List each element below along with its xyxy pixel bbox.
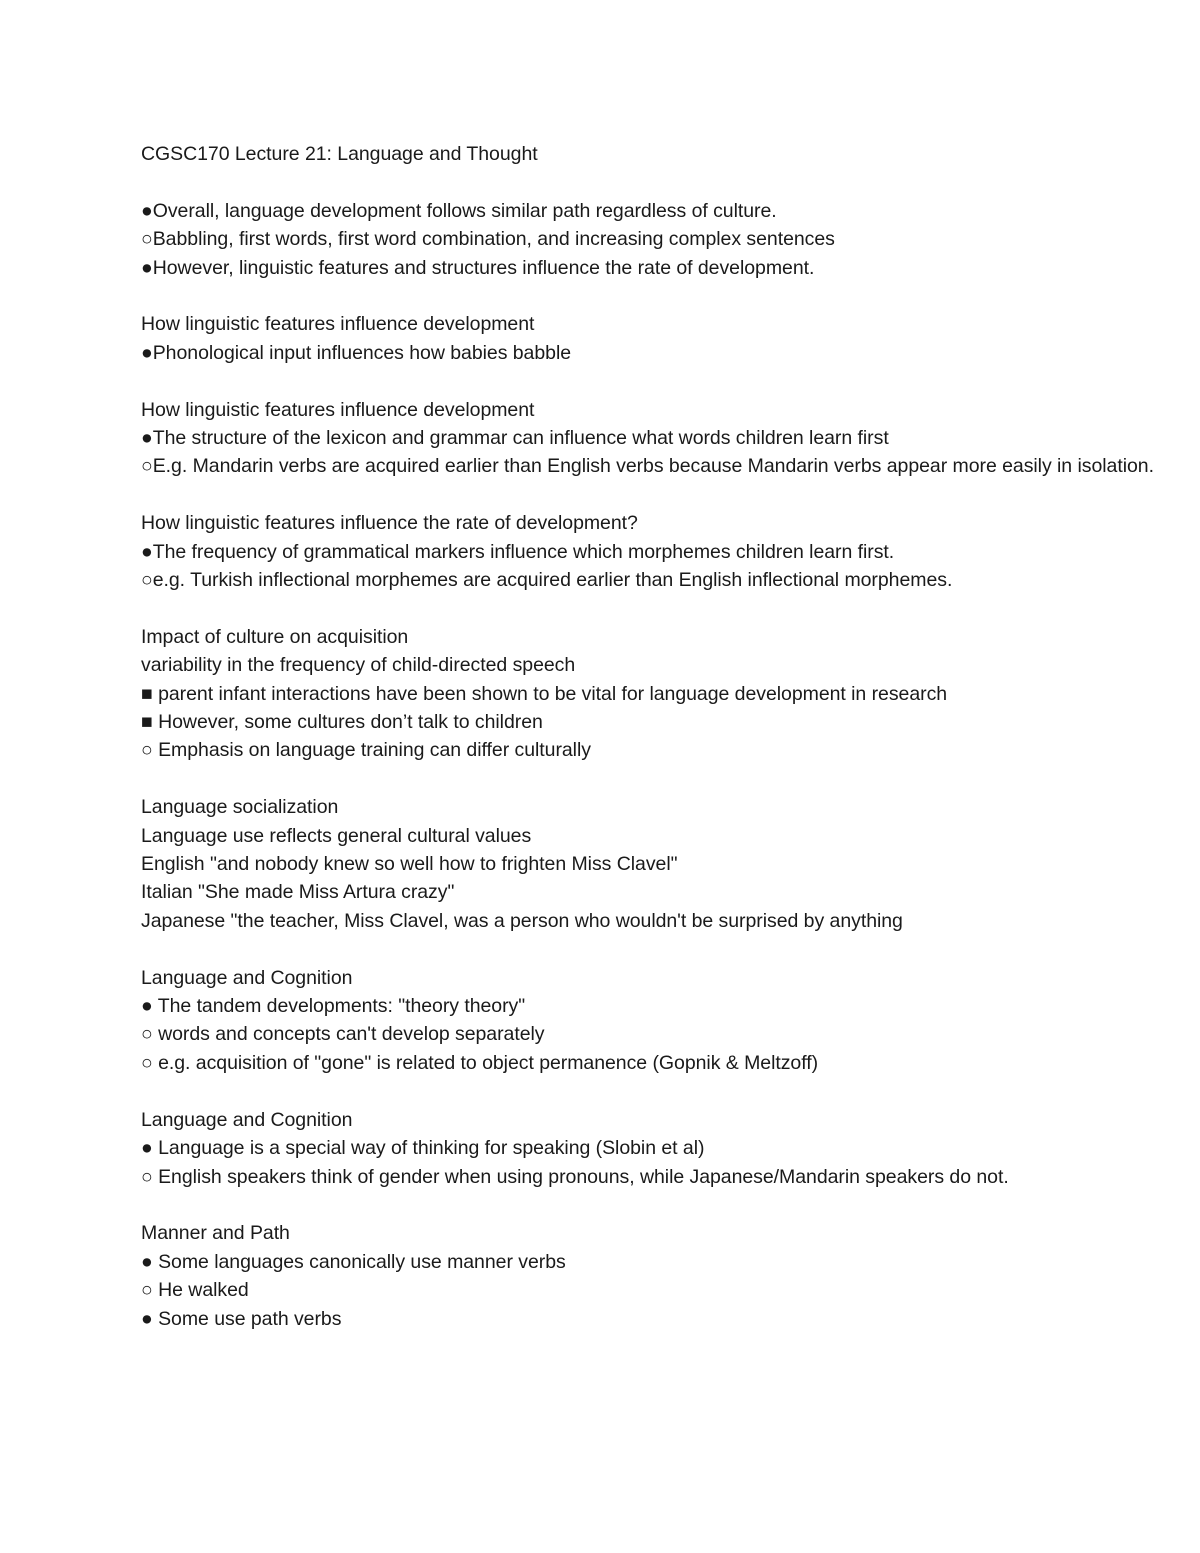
spacer	[141, 481, 1186, 509]
bullet-line: ● Some languages canonically use manner verbs	[141, 1250, 566, 1273]
text-line: Italian "She made Miss Artura crazy"	[141, 881, 455, 904]
sub-bullet-line: ○ Emphasis on language training can differ culturally	[141, 739, 591, 762]
spacer	[141, 168, 1186, 196]
section-heading: How linguistic features influence the rate of development?	[141, 512, 638, 535]
spacer	[141, 765, 1186, 793]
bullet-line: ●The frequency of grammatical markers influence which morphemes children learn first.	[141, 540, 895, 563]
text-line: variability in the frequency of child-directed speech	[141, 654, 576, 677]
section-heading: Language and Cognition	[141, 1108, 353, 1131]
sub-bullet-line: ○ English speakers think of gender when using pronouns, while Japanese/Mandarin speakers do not.	[141, 1165, 1009, 1188]
document-body	[141, 140, 1186, 1333]
section-heading: How linguistic features influence development	[141, 313, 535, 336]
sub-bullet-line: ○e.g. Turkish inflectional morphemes are acquired earlier than English inflectional morphemes.	[141, 569, 953, 592]
bullet-line: ●The structure of the lexicon and grammar can influence what words children learn first	[141, 427, 889, 450]
section-heading: Manner and Path	[141, 1222, 290, 1245]
bullet-line: ● The tandem developments: "theory theory"	[141, 995, 526, 1018]
bullet-line: ● Language is a special way of thinking for speaking (Slobin et al)	[141, 1137, 705, 1160]
bullet-line: ● Some use path verbs	[141, 1307, 342, 1330]
text-line: English "and nobody knew so well how to frighten Miss Clavel"	[141, 853, 678, 876]
bullet-line: ●Overall, language development follows similar path regardless of culture.	[141, 199, 777, 222]
sub-bullet-line: ○ e.g. acquisition of "gone" is related to object permanence (Gopnik & Meltzoff)	[141, 1051, 819, 1074]
spacer	[141, 935, 1186, 963]
spacer	[141, 594, 1186, 622]
sub-bullet-line: ○ words and concepts can't develop separately	[141, 1023, 545, 1046]
bullet-line: ●However, linguistic features and structures influence the rate of development.	[141, 256, 815, 279]
document-title: CGSC170 Lecture 21: Language and Thought	[141, 143, 538, 165]
section-heading: Language and Cognition	[141, 966, 353, 989]
spacer	[141, 1077, 1186, 1105]
spacer	[141, 367, 1186, 395]
bullet-line: ●Phonological input influences how babies babble	[141, 341, 572, 364]
section-heading: Language socialization	[141, 796, 339, 819]
sub-bullet-line: ○E.g. Mandarin verbs are acquired earlier than English verbs because Mandarin verbs appear more easily in isolation.	[141, 455, 1154, 478]
square-bullet-line: ■ However, some cultures don’t talk to children	[141, 711, 543, 734]
text-line: Japanese "the teacher, Miss Clavel, was a person who wouldn't be surprised by anything	[141, 909, 903, 932]
sub-bullet-line: ○Babbling, first words, first word combination, and increasing complex sentences	[141, 228, 835, 251]
spacer	[141, 1191, 1186, 1219]
section-heading: Impact of culture on acquisition	[141, 625, 409, 648]
square-bullet-line: ■ parent infant interactions have been shown to be vital for language development in research	[141, 682, 948, 705]
sub-bullet-line: ○ He walked	[141, 1279, 249, 1302]
text-line: Language use reflects general cultural values	[141, 824, 532, 847]
spacer	[141, 282, 1186, 310]
section-heading: How linguistic features influence development	[141, 398, 535, 421]
